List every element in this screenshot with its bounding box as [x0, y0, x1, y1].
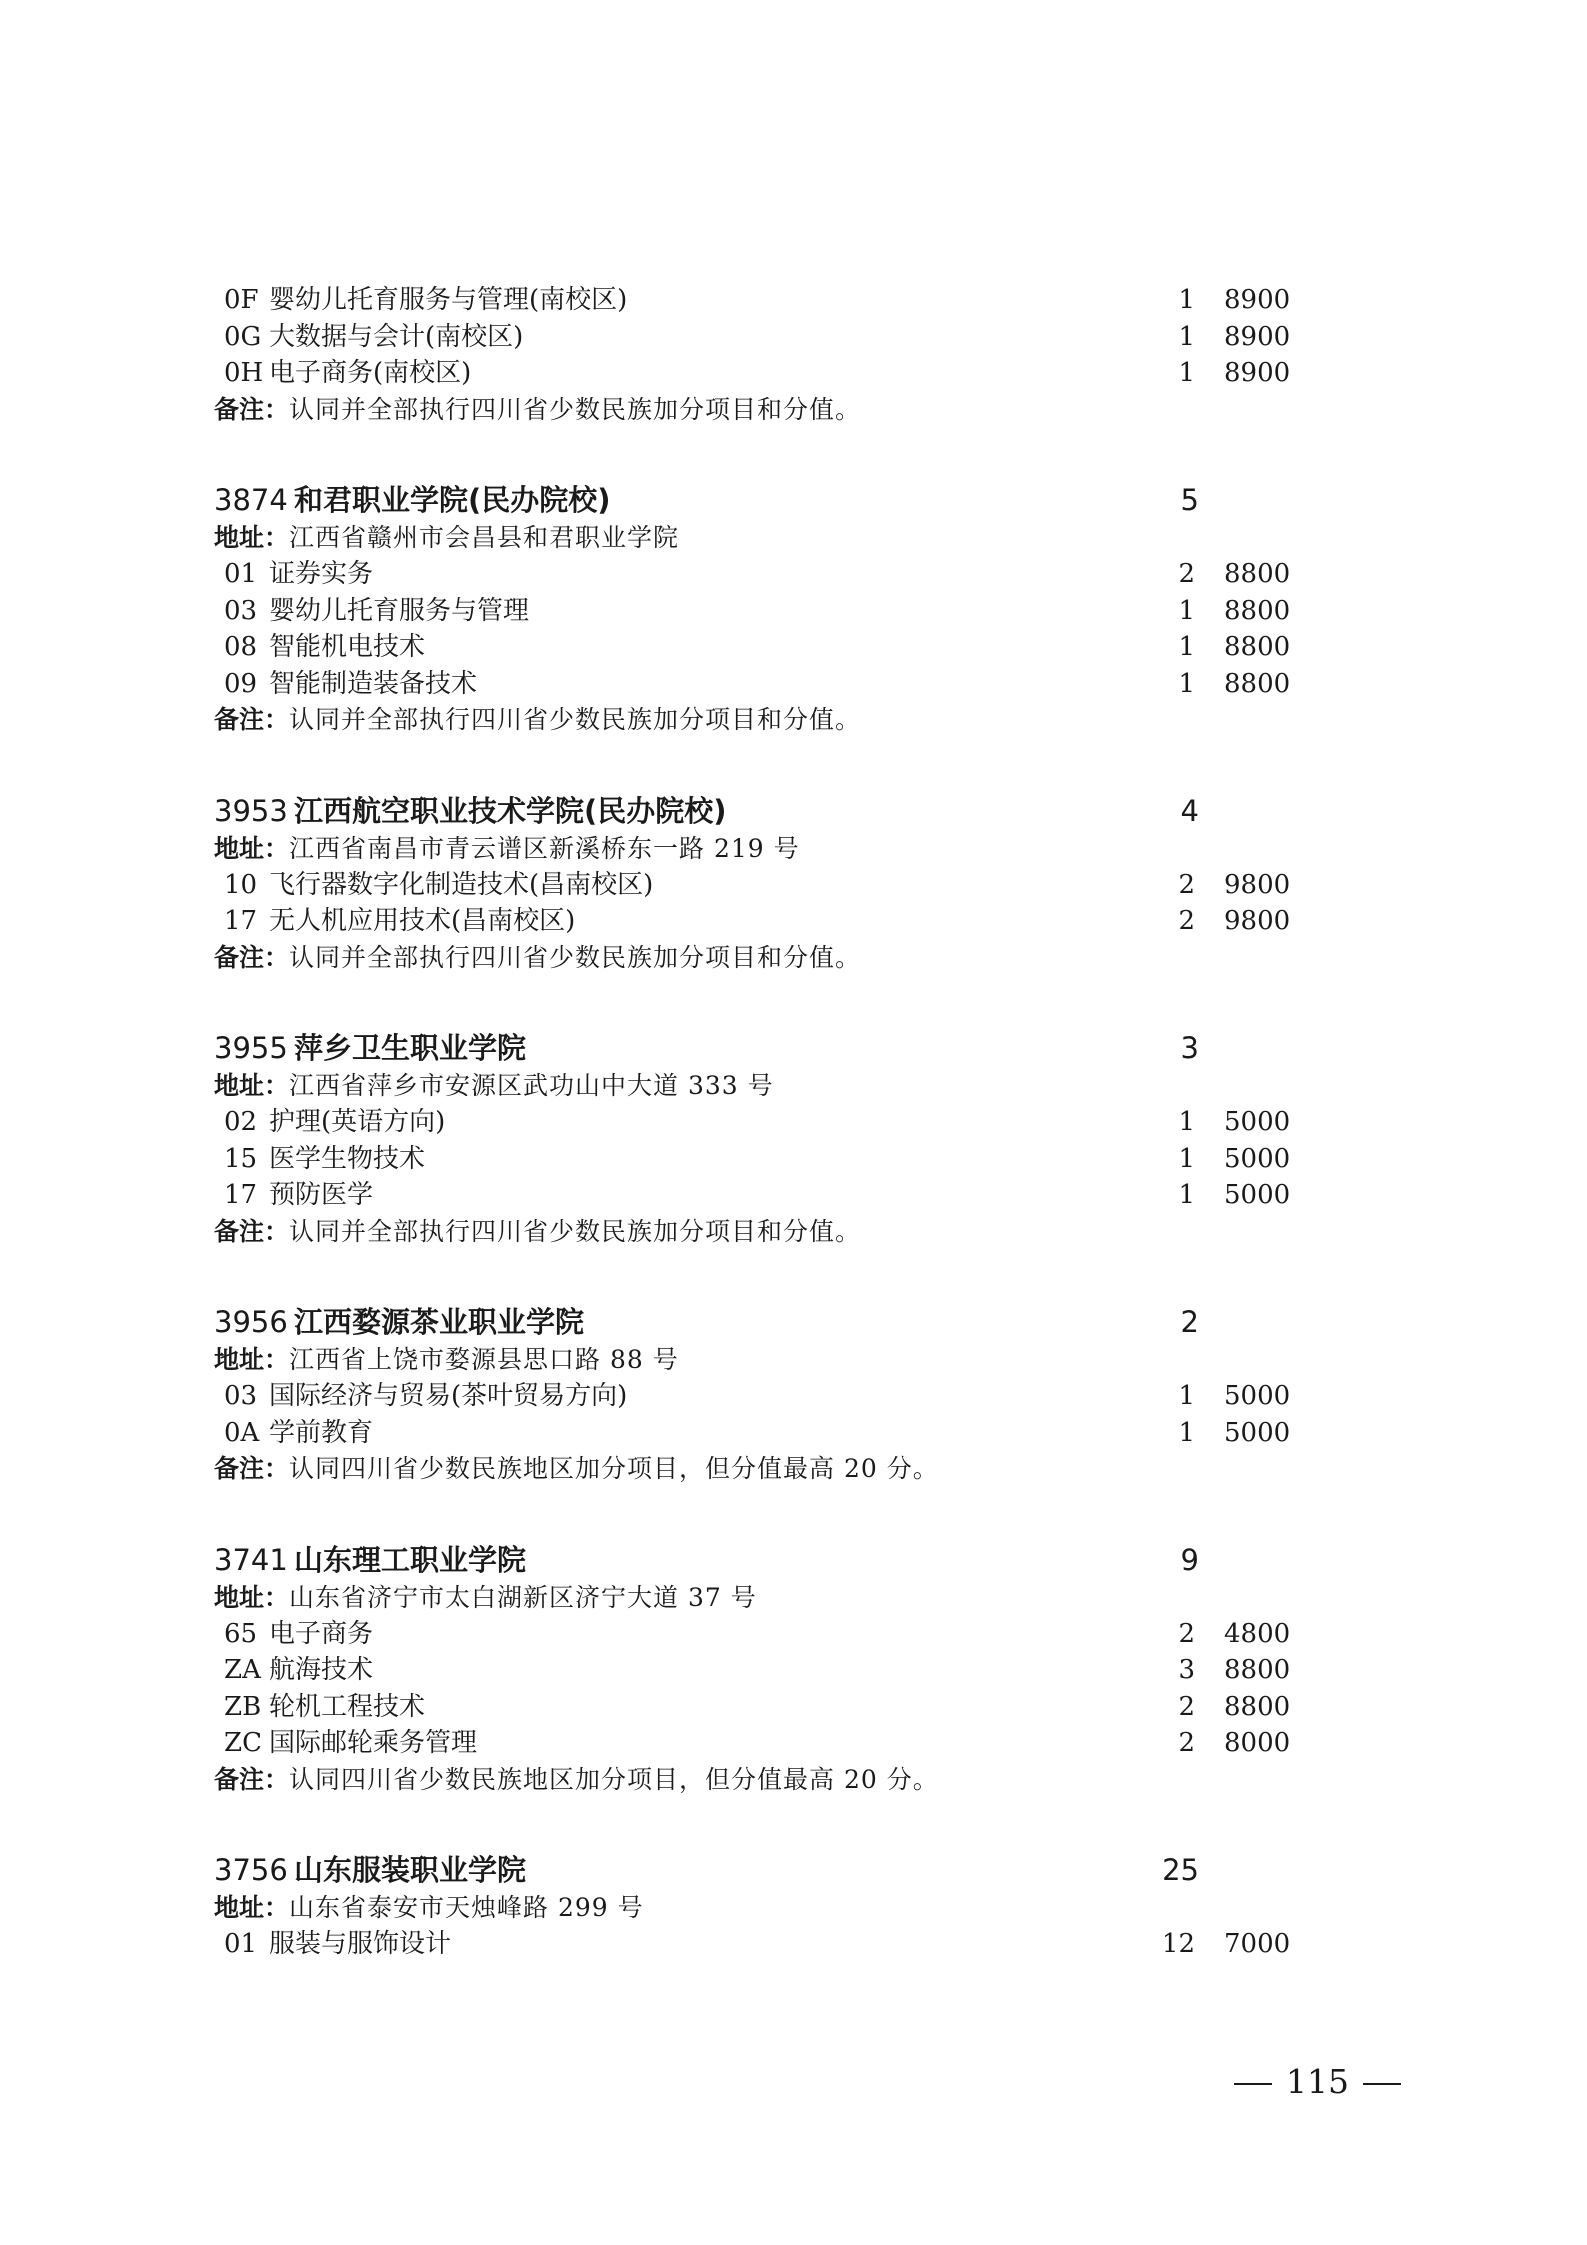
note-line — [214, 1214, 1294, 1251]
note-label: 备注： — [214, 1216, 290, 1246]
school-name: 萍乡卫生职业学院 — [294, 1031, 527, 1065]
major-code: 15 — [224, 1143, 258, 1174]
major-name: 大数据与会计(南校区) — [269, 321, 524, 352]
major-fee: 8900 — [1224, 321, 1291, 352]
school-id: 3756 — [214, 1853, 288, 1887]
major-fee: 8800 — [1224, 668, 1291, 699]
major-code: 09 — [224, 668, 258, 699]
major-fee: 8800 — [1224, 1655, 1291, 1685]
major-row — [214, 1177, 1294, 1214]
major-name: 国际经济与贸易(茶叶贸易方向) — [269, 1381, 628, 1411]
address-text: 江西省南昌市青云谱区新溪桥东一路 219 号 — [289, 833, 800, 863]
major-fee: 8800 — [1224, 1691, 1291, 1722]
school-id: 3955 — [214, 1031, 288, 1065]
major-fee: 8900 — [1224, 285, 1291, 315]
major-name: 婴幼儿托育服务与管理 — [269, 595, 530, 626]
major-name: 电子商务 — [269, 1618, 374, 1649]
school-name: 山东服装职业学院 — [294, 1853, 527, 1887]
major-code: 01 — [224, 559, 258, 589]
school-header — [214, 1028, 1294, 1068]
major-quota: 1 — [1178, 632, 1195, 662]
school-id: 3953 — [214, 793, 288, 828]
note-line — [214, 702, 1294, 739]
school-section — [214, 1850, 1294, 1963]
school-name: 和君职业学院(民办院校) — [294, 483, 611, 517]
major-code: 01 — [224, 1929, 258, 1959]
major-quota: 1 — [1178, 1180, 1195, 1210]
major-code: 0H — [224, 358, 264, 388]
school-total: 3 — [1180, 1031, 1199, 1065]
major-fee: 9800 — [1224, 906, 1291, 936]
major-row — [214, 1141, 1294, 1178]
major-row — [214, 282, 1294, 319]
address-label: 地址： — [214, 1582, 290, 1612]
note-text: 认同并全部执行四川省少数民族加分项目和分值。 — [289, 705, 862, 734]
school-header — [214, 1302, 1294, 1342]
major-name: 医学生物技术 — [269, 1143, 426, 1174]
school-header — [214, 480, 1294, 520]
address-text: 江西省上饶市婺源县思口路 88 号 — [289, 1345, 679, 1374]
school-section — [214, 1540, 1294, 1799]
major-code: 08 — [224, 632, 258, 662]
note-label: 备注： — [214, 1764, 290, 1794]
major-quota: 1 — [1178, 321, 1195, 352]
school-name: 江西婺源茶业职业学院 — [294, 1305, 585, 1339]
footer-dash-left — [1234, 2083, 1272, 2085]
note-label: 备注： — [214, 1454, 290, 1483]
note-label: 备注： — [214, 705, 290, 734]
major-row — [214, 666, 1294, 703]
major-quota: 2 — [1178, 559, 1195, 589]
school-total: 5 — [1180, 483, 1199, 517]
school-id: 3741 — [214, 1542, 288, 1577]
school-header — [214, 1850, 1294, 1890]
school-section — [214, 480, 1294, 739]
major-quota: 1 — [1178, 358, 1195, 388]
note-line — [214, 1451, 1294, 1488]
address-line — [214, 1580, 1294, 1616]
address-line — [214, 1890, 1294, 1926]
major-row — [214, 867, 1294, 904]
major-name: 服装与服饰设计 — [269, 1929, 452, 1959]
document-body — [214, 282, 1294, 1963]
major-name: 轮机工程技术 — [269, 1691, 426, 1722]
footer-dash-right — [1363, 2083, 1401, 2085]
major-row — [214, 355, 1294, 392]
major-quota: 2 — [1178, 1691, 1195, 1722]
major-quota: 2 — [1178, 906, 1195, 936]
major-quota: 1 — [1178, 1417, 1195, 1448]
major-name: 智能制造装备技术 — [269, 668, 478, 699]
major-fee: 8800 — [1224, 595, 1291, 626]
major-fee: 5000 — [1224, 1180, 1291, 1210]
major-row — [214, 1616, 1294, 1653]
major-name: 婴幼儿托育服务与管理(南校区) — [269, 285, 628, 315]
major-row — [214, 1652, 1294, 1689]
page-number: 115 — [1286, 2062, 1349, 2101]
major-fee: 8800 — [1224, 632, 1291, 662]
major-code: 0F — [224, 285, 259, 315]
major-name: 航海技术 — [269, 1655, 374, 1685]
major-code: ZB — [224, 1691, 262, 1722]
major-quota: 2 — [1178, 869, 1195, 900]
address-line — [214, 831, 1294, 867]
school-header — [214, 791, 1294, 831]
school-name: 山东理工职业学院 — [294, 1542, 527, 1577]
major-code: 02 — [224, 1107, 258, 1137]
major-fee: 8000 — [1224, 1728, 1291, 1758]
continued-section — [214, 282, 1294, 428]
major-code: 03 — [224, 595, 258, 626]
major-code: ZA — [224, 1655, 261, 1685]
school-total: 4 — [1180, 793, 1199, 828]
school-total: 25 — [1162, 1853, 1199, 1887]
major-row — [214, 1725, 1294, 1762]
address-text: 山东省济宁市太白湖新区济宁大道 37 号 — [289, 1582, 757, 1612]
major-row — [214, 1104, 1294, 1141]
note-text: 认同并全部执行四川省少数民族加分项目和分值。 — [289, 942, 862, 972]
address-label: 地址： — [214, 523, 290, 552]
major-quota: 1 — [1178, 285, 1195, 315]
major-code: 0G — [224, 321, 262, 352]
major-fee: 5000 — [1224, 1417, 1291, 1448]
major-code: 0A — [224, 1417, 260, 1448]
major-fee: 8800 — [1224, 559, 1291, 589]
major-name: 电子商务(南校区) — [269, 358, 472, 388]
address-line — [214, 520, 1294, 556]
major-name: 护理(英语方向) — [269, 1107, 446, 1137]
major-row — [214, 629, 1294, 666]
major-quota: 3 — [1178, 1655, 1195, 1685]
note-label: 备注： — [214, 394, 290, 424]
major-row — [214, 1378, 1294, 1415]
school-section — [214, 1028, 1294, 1250]
major-fee: 8900 — [1224, 358, 1291, 388]
major-fee: 5000 — [1224, 1107, 1291, 1137]
major-name: 证券实务 — [269, 559, 374, 589]
major-code: 17 — [224, 906, 258, 936]
major-row — [214, 1926, 1294, 1963]
school-section — [214, 791, 1294, 977]
major-quota: 12 — [1161, 1929, 1195, 1959]
address-line — [214, 1342, 1294, 1378]
major-row — [214, 1415, 1294, 1452]
note-text: 认同四川省少数民族地区加分项目，但分值最高 20 分。 — [289, 1454, 939, 1483]
address-line — [214, 1068, 1294, 1104]
major-quota: 1 — [1178, 668, 1195, 699]
note-label: 备注： — [214, 942, 290, 972]
major-quota: 2 — [1178, 1728, 1195, 1758]
major-row — [214, 903, 1294, 940]
major-code: 17 — [224, 1180, 258, 1210]
major-row — [214, 319, 1294, 356]
school-name: 江西航空职业技术学院(民办院校) — [294, 793, 727, 828]
address-text: 江西省萍乡市安源区武功山中大道 333 号 — [289, 1071, 774, 1100]
major-name: 智能机电技术 — [269, 632, 426, 662]
major-fee: 5000 — [1224, 1381, 1291, 1411]
school-id: 3956 — [214, 1305, 288, 1339]
address-text: 山东省泰安市天烛峰路 299 号 — [289, 1893, 644, 1922]
major-quota: 1 — [1178, 1381, 1195, 1411]
major-code: 10 — [224, 869, 258, 900]
major-row — [214, 593, 1294, 630]
address-label: 地址： — [214, 1893, 290, 1922]
major-code: 03 — [224, 1381, 258, 1411]
major-row — [214, 556, 1294, 593]
major-quota: 1 — [1178, 595, 1195, 626]
note-text: 认同并全部执行四川省少数民族加分项目和分值。 — [289, 1216, 862, 1246]
school-header — [214, 1540, 1294, 1580]
major-fee: 7000 — [1224, 1929, 1291, 1959]
major-quota: 2 — [1178, 1618, 1195, 1649]
note-line — [214, 940, 1294, 977]
school-id: 3874 — [214, 483, 288, 517]
major-fee: 4800 — [1224, 1618, 1291, 1649]
major-quota: 1 — [1178, 1143, 1195, 1174]
school-section — [214, 1302, 1294, 1488]
note-text: 认同四川省少数民族地区加分项目，但分值最高 20 分。 — [289, 1764, 939, 1794]
address-text: 江西省赣州市会昌县和君职业学院 — [289, 523, 680, 552]
address-label: 地址： — [214, 833, 290, 863]
major-row — [214, 1689, 1294, 1726]
page-footer — [1220, 2062, 1415, 2101]
major-name: 预防医学 — [269, 1180, 374, 1210]
major-name: 无人机应用技术(昌南校区) — [269, 906, 576, 936]
address-label: 地址： — [214, 1345, 290, 1374]
major-fee: 9800 — [1224, 869, 1291, 900]
major-fee: 5000 — [1224, 1143, 1291, 1174]
address-label: 地址： — [214, 1071, 290, 1100]
major-name: 飞行器数字化制造技术(昌南校区) — [269, 869, 654, 900]
major-name: 学前教育 — [269, 1417, 374, 1448]
note-line — [214, 392, 1294, 429]
school-total: 2 — [1180, 1305, 1199, 1339]
major-code: 65 — [224, 1618, 258, 1649]
major-code: ZC — [224, 1728, 262, 1758]
note-text: 认同并全部执行四川省少数民族加分项目和分值。 — [289, 394, 862, 424]
note-line — [214, 1762, 1294, 1799]
school-total: 9 — [1180, 1542, 1199, 1577]
major-name: 国际邮轮乘务管理 — [269, 1728, 478, 1758]
major-quota: 1 — [1178, 1107, 1195, 1137]
